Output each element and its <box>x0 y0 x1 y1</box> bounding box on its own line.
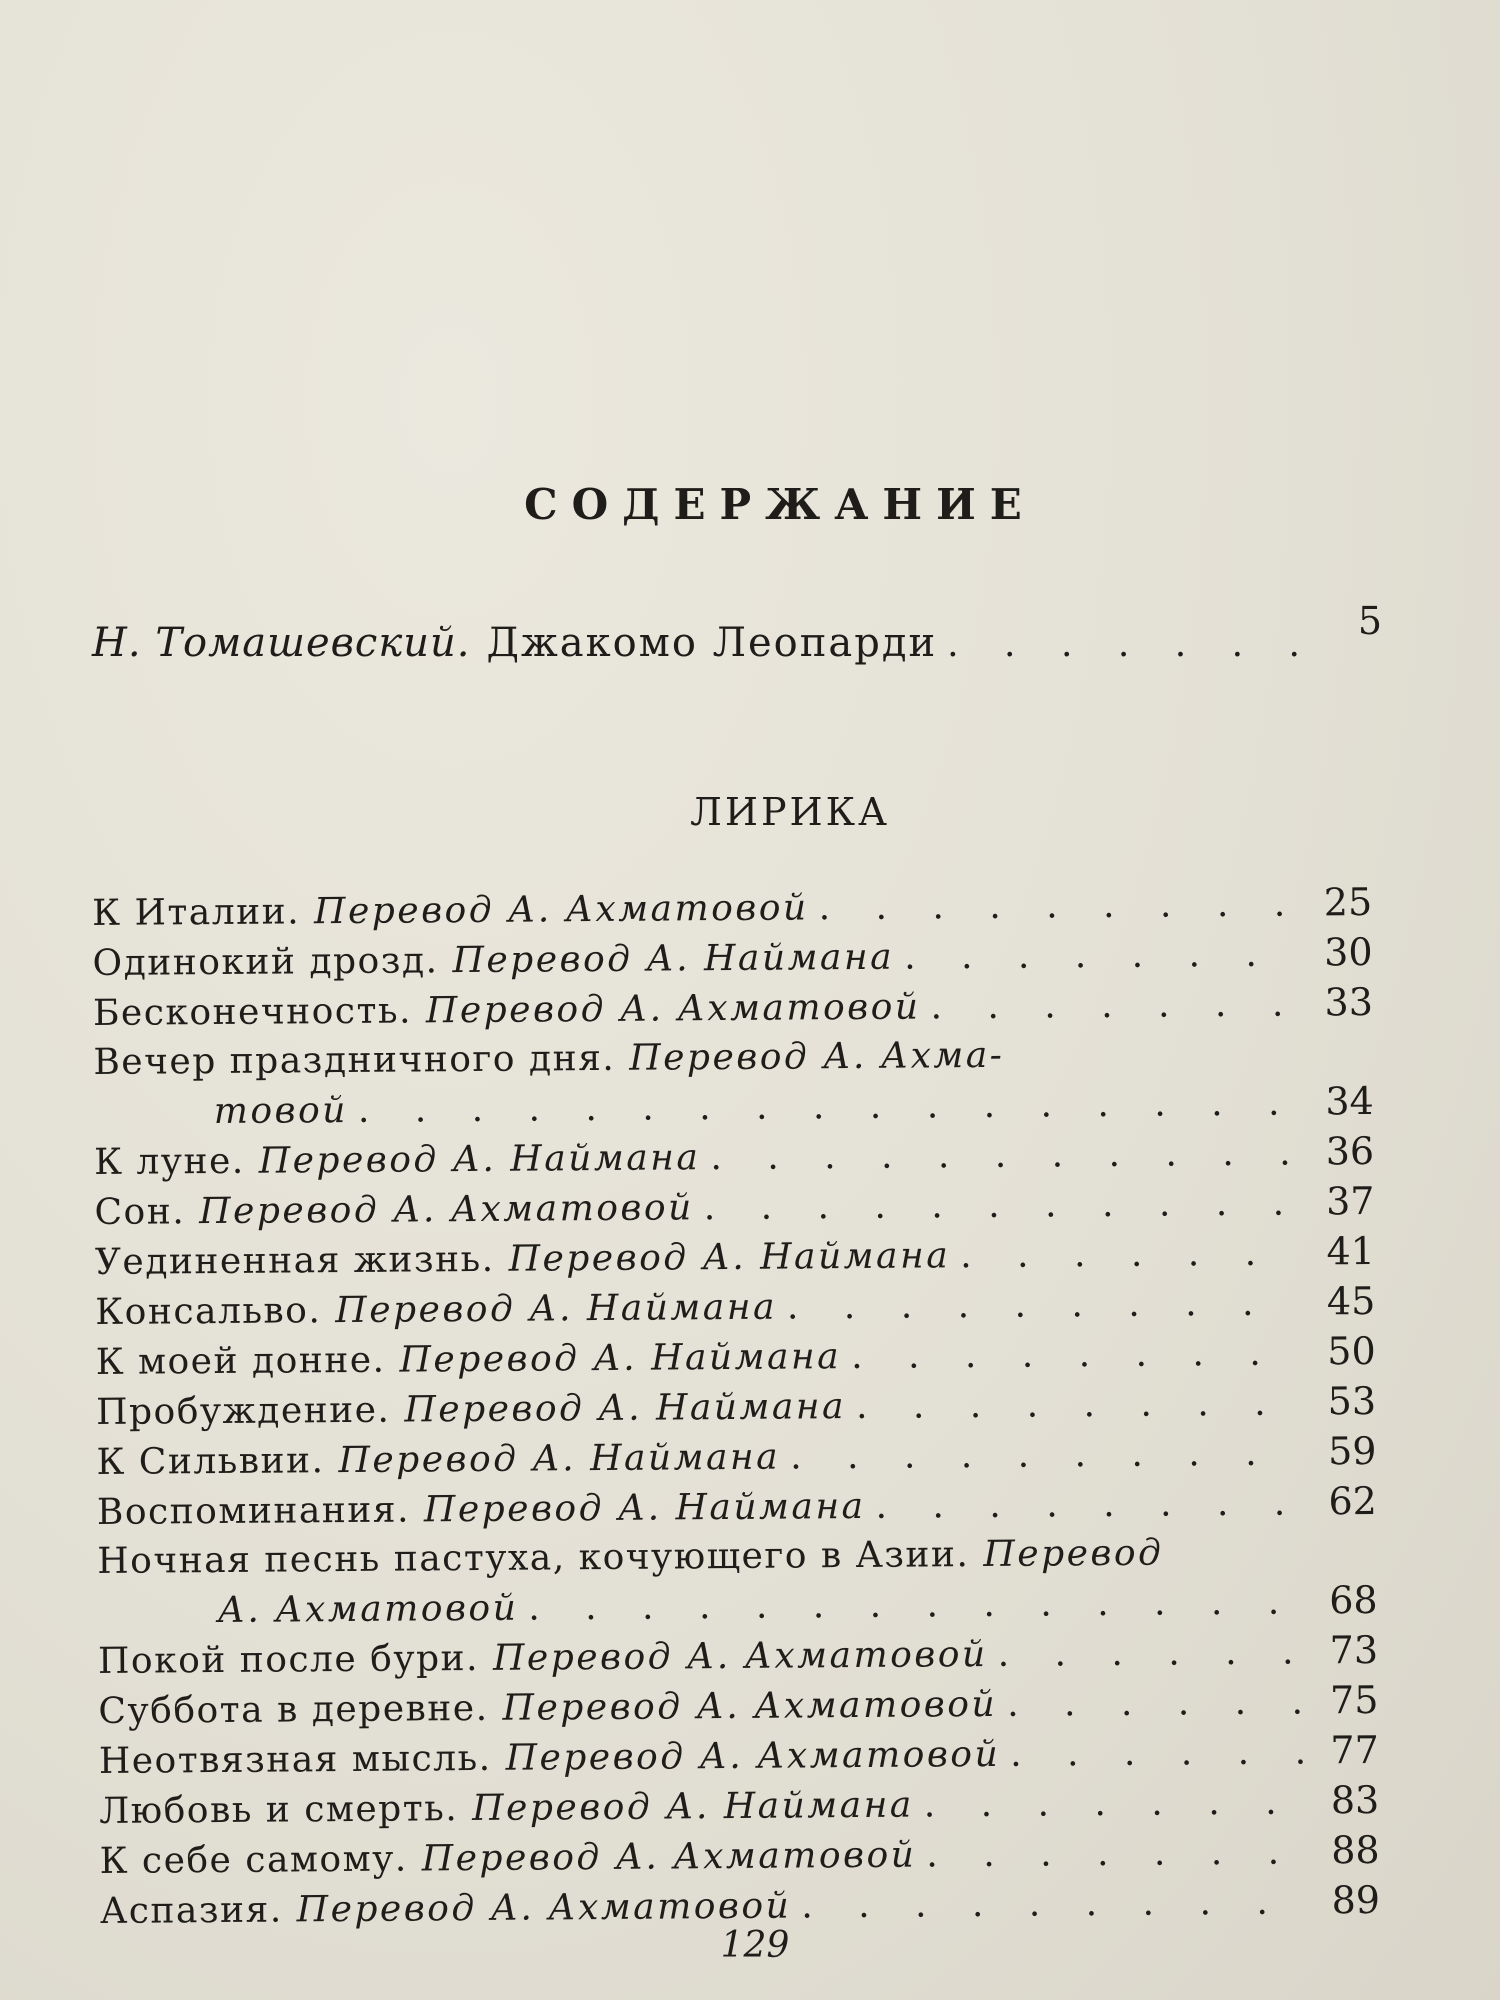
toc-entry <box>94 1127 1374 1187</box>
toc-entry-translator: Перевод А. Наймана <box>399 1336 842 1381</box>
dot-leader <box>856 1379 1302 1432</box>
toc-entry-translator: Перевод А. Наймана <box>404 1386 847 1431</box>
toc-entry-page: 45 <box>1326 1278 1376 1324</box>
toc-entry-page: 68 <box>1329 1577 1378 1623</box>
dot-leader <box>904 930 1299 982</box>
toc-entry-translator: Перевод <box>983 1532 1164 1576</box>
toc-entry-page: 33 <box>1324 979 1374 1025</box>
toc-entry <box>92 928 1372 988</box>
section-title: ЛИРИКА <box>690 790 890 834</box>
toc-entry-title: К Сильвии. <box>96 1440 325 1483</box>
toc-entry <box>96 1427 1376 1487</box>
toc-entry <box>93 978 1373 1038</box>
toc-entry-translator: Перевод А. Ахматовой <box>313 887 809 933</box>
toc-entry <box>98 1626 1378 1686</box>
toc-entry-title: Ночная песнь пастуха, кочующего в Азии. <box>97 1534 970 1582</box>
toc-entry-translator: Перевод А. Ахматовой <box>421 1834 917 1880</box>
toc-entry <box>95 1277 1375 1337</box>
toc-entry <box>96 1327 1376 1387</box>
toc-entry-translator: Перевод А. Наймана <box>508 1235 951 1280</box>
dot-leader <box>704 1179 1301 1233</box>
dot-leader <box>818 880 1298 933</box>
toc-entry-page: 30 <box>1324 929 1373 975</box>
toc-entry-continuation-text: А. Ахматовой <box>217 1587 519 1632</box>
toc-entry-translator: Перевод А. Наймана <box>423 1485 866 1531</box>
toc-entry-page: 83 <box>1330 1777 1380 1823</box>
toc-entry-continuation-text: товой <box>213 1089 349 1133</box>
toc-entry-page: 73 <box>1329 1627 1379 1673</box>
dot-leader <box>790 1429 1303 1482</box>
toc-entry-title: Консальво. <box>95 1290 322 1333</box>
toc-entry-translator: Перевод А. Ахматовой <box>492 1633 988 1679</box>
toc-entry-page: 75 <box>1329 1677 1379 1723</box>
toc-entry-page: 62 <box>1328 1478 1378 1524</box>
dot-leader <box>930 980 1299 1032</box>
dot-leader <box>710 1129 1300 1183</box>
toc-entry <box>96 1377 1376 1437</box>
toc-entry-title: Суббота в деревне. <box>98 1687 489 1732</box>
toc-entry-title: Сон. <box>94 1191 186 1233</box>
toc-entry-translator: Перевод А. Наймана <box>452 936 895 982</box>
dot-leader <box>875 1479 1303 1531</box>
toc-entry-title: Неотвязная мысль. <box>98 1737 492 1782</box>
toc-entry-continuation <box>94 1077 1374 1137</box>
toc-entry-title: Пробуждение. <box>95 1389 391 1433</box>
toc-entry-title: Воспоминания. <box>96 1489 411 1533</box>
toc-entry-title: К себе самому. <box>99 1838 408 1882</box>
dot-leader <box>358 1079 1300 1135</box>
toc-entry-continuation <box>97 1576 1377 1636</box>
toc-entry-title: Бесконечность. <box>92 990 413 1034</box>
dot-leader <box>960 1229 1301 1281</box>
intro-work-title: Джакомо Леопарди <box>486 620 938 666</box>
toc-entry-translator: Перевод А. Наймана <box>338 1436 781 1482</box>
toc-entry <box>99 1826 1379 1886</box>
intro-page-number: 5 <box>1357 599 1382 643</box>
toc-entry-page: 34 <box>1325 1078 1374 1124</box>
toc-entry-title: К Италии. <box>92 891 301 934</box>
toc-entry-title: Уединенная жизнь. <box>94 1238 495 1283</box>
toc-entry-title: Любовь и смерть. <box>99 1788 459 1832</box>
toc-entry-page: 77 <box>1330 1727 1379 1773</box>
dot-leader <box>1010 1728 1305 1779</box>
toc-entry-translator: Перевод А. Наймана <box>258 1137 701 1182</box>
dot-leader <box>1007 1678 1305 1729</box>
dot-leader <box>997 1628 1304 1679</box>
toc-entry-page: 37 <box>1325 1178 1375 1224</box>
toc-entry-page: 25 <box>1323 879 1373 925</box>
toc-entry <box>99 1726 1379 1786</box>
dot-leader <box>851 1329 1302 1382</box>
toc-entry-page: 53 <box>1327 1378 1377 1424</box>
dot-leader <box>924 1778 1306 1830</box>
toc-entry-title: Покой после бури. <box>97 1637 480 1682</box>
toc-entry-page: 89 <box>1331 1877 1381 1923</box>
toc-entry <box>99 1776 1379 1836</box>
toc-entry-title: Одинокий дрозд. <box>92 940 439 984</box>
page-number: 129 <box>720 1925 790 1966</box>
intro-author: Н. Томашевский. <box>92 620 471 666</box>
toc-entry <box>98 1676 1378 1736</box>
toc-entry-translator: Перевод А. Наймана <box>335 1286 778 1332</box>
dot-leader <box>801 1877 1306 1930</box>
dot-leader <box>947 624 1308 665</box>
toc-entry-page: 41 <box>1326 1228 1376 1274</box>
toc-entry-title: К моей донне. <box>95 1339 386 1383</box>
toc-entry-translator: Перевод А. Ахматовой <box>505 1733 1001 1779</box>
toc-entry-translator: Перевод А. Ахматовой <box>425 986 921 1032</box>
toc-entry-translator: Перевод А. Ахма- <box>629 1034 1005 1079</box>
toc-entry-title: Вечер праздничного дня. <box>93 1037 616 1083</box>
toc-entry-page: 88 <box>1331 1827 1380 1873</box>
toc-entry-translator: Перевод А. Ахматовой <box>199 1187 694 1233</box>
dot-leader <box>926 1827 1306 1879</box>
table-of-contents <box>92 878 1380 1936</box>
toc-entry-page: 50 <box>1327 1328 1376 1374</box>
toc-entry-title: К луне. <box>93 1140 245 1183</box>
page-title: СОДЕРЖАНИЕ <box>524 480 1036 529</box>
toc-entry-translator: Перевод А. Ахматовой <box>296 1885 792 1931</box>
toc-entry <box>92 878 1372 938</box>
toc-entry <box>94 1177 1374 1237</box>
dot-leader <box>787 1279 1302 1332</box>
toc-entry-translator: Перевод А. Наймана <box>472 1784 914 1830</box>
toc-entry <box>95 1227 1375 1287</box>
toc-entry-page: 36 <box>1325 1128 1375 1174</box>
dot-leader <box>528 1578 1304 1633</box>
toc-entry-page: 59 <box>1327 1428 1377 1474</box>
toc-entry-title: Аспазия. <box>99 1889 283 1932</box>
toc-entry-translator: Перевод А. Ахматовой <box>502 1683 998 1729</box>
toc-entry <box>97 1477 1377 1537</box>
intro-entry <box>92 599 1382 666</box>
